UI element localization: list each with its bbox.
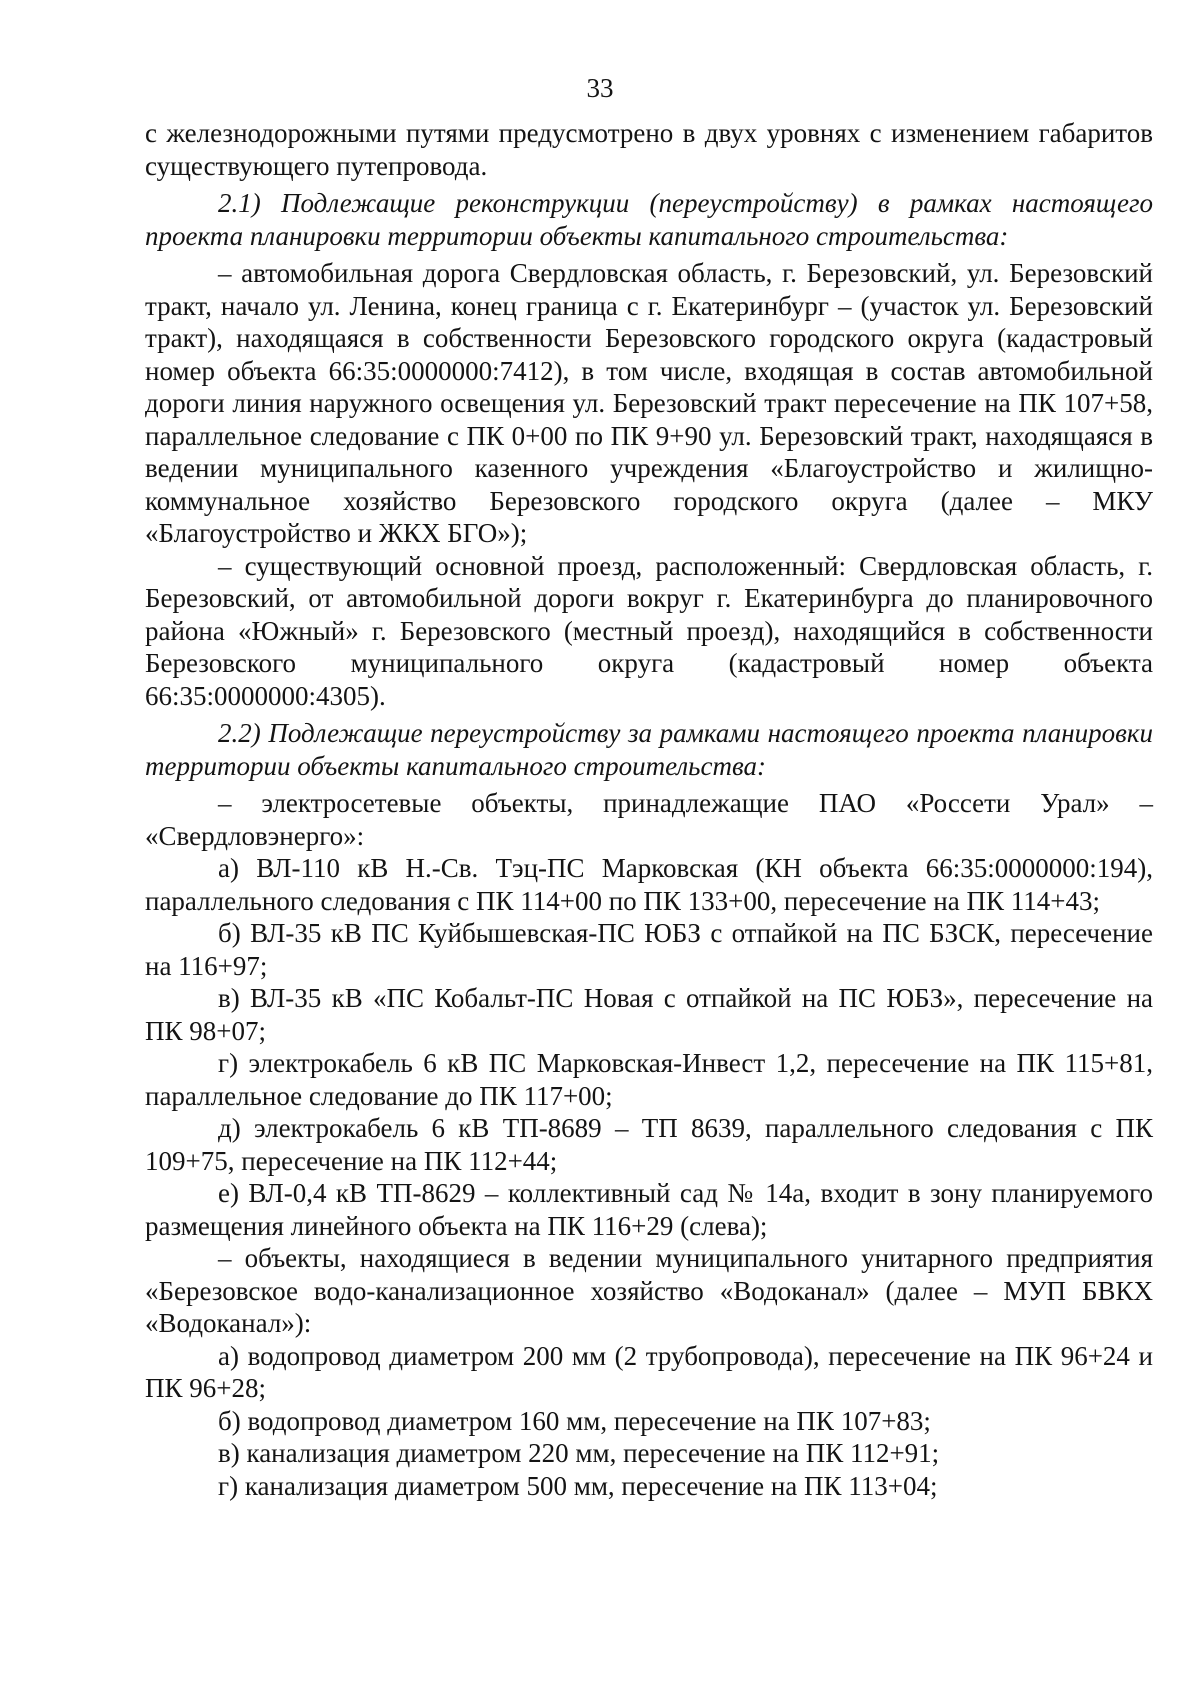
list-item-b-water: б) водопровод диаметром 160 мм, пересечение на ПК 107+83; xyxy=(218,1405,931,1436)
document-body xyxy=(145,117,1153,1502)
paragraph-water-utility-intro: – объекты, находящиеся в ведении муниципального унитарного предприятия «Березовское водо-канализационное хозяйство «Водоканал» (далее – МУП БВКХ «Водоканал»): xyxy=(145,1243,1153,1338)
list-item-a-power: а) ВЛ-110 кВ Н.-Св. Тэц-ПС Марковская (КН объекта 66:35:0000000:194), параллельного следования с ПК 114+00 по ПК 133+00, пересечение на ПК 114+43; xyxy=(145,853,1153,916)
section-heading-2-2: 2.2) Подлежащие переустройству за рамками настоящего проекта планировки территории объекты капитального строительства: xyxy=(145,718,1153,781)
list-item-e-power: е) ВЛ-0,4 кВ ТП-8629 – коллективный сад № 14а, входит в зону планируемого размещения линейного объекта на ПК 116+29 (слева); xyxy=(145,1178,1153,1241)
paragraph-main-passage: – существующий основной проезд, расположенный: Свердловская область, г. Березовский, от автомобильной дороги вокруг г. Екатеринбурга до планировочного района «Южный» г. Березовского (местный проезд), находящийся в собственности Березовского муниципального округа (кадастровый номер объекта 66:35:0000000:4305). xyxy=(145,550,1153,711)
list-item-d-power: д) электрокабель 6 кВ ТП-8689 – ТП 8639, параллельного следования с ПК 109+75, пересечение на ПК 112+44; xyxy=(145,1113,1153,1176)
paragraph-highway: – автомобильная дорога Свердловская область, г. Березовский, ул. Березовский тракт, начало ул. Ленина, конец граница с г. Екатеринбург – (участок ул. Березовский тракт), находящаяся в собственности Березовского городского округа (кадастровый номер объекта 66:35:0000000:7412), в том числе, входящая в состав автомобильной дороги линия наружного освещения ул. Березовский тракт пересечение на ПК 107+58, параллельное следование с ПК 0+00 по ПК 9+90 ул. Березовский тракт, находящаяся в ведении муниципального казенного учреждения «Благоустройство и жилищно-коммунальное хозяйство Березовского городского округа (далее – МКУ «Благоустройство и ЖКХ БГО»); xyxy=(145,258,1153,548)
list-item-b-power: б) ВЛ-35 кВ ПС Куйбышевская-ПС ЮБЗ с отпайкой на ПС БЗСК, пересечение на 116+97; xyxy=(145,918,1153,981)
list-item-g-power: г) электрокабель 6 кВ ПС Марковская-Инвест 1,2, пересечение на ПК 115+81, параллельное следование до ПК 117+00; xyxy=(145,1048,1153,1111)
paragraph-power-grid-intro: – электросетевые объекты, принадлежащие ПАО «Россети Урал» – «Свердловэнерго»: xyxy=(145,788,1153,851)
list-item-a-water: а) водопровод диаметром 200 мм (2 трубопровода), пересечение на ПК 96+24 и ПК 96+28; xyxy=(145,1340,1153,1403)
list-item-v-sewer: в) канализация диаметром 220 мм, пересечение на ПК 112+91; xyxy=(218,1438,940,1468)
list-item-g-sewer: г) канализация диаметром 500 мм, пересечение на ПК 113+04; xyxy=(218,1470,938,1501)
paragraph-intro-continuation: с железнодорожными путями предусмотрено в двух уровнях с изменением габаритов существующего путепровода. xyxy=(145,118,1153,181)
page-number: 33 xyxy=(586,73,614,103)
list-item-v-power: в) ВЛ-35 кВ «ПС Кобальт-ПС Новая с отпайкой на ПС ЮБЗ», пересечение на ПК 98+07; xyxy=(145,983,1153,1046)
section-heading-2-1: 2.1) Подлежащие реконструкции (переустройству) в рамках настоящего проекта планировки территории объекты капитального строительства: xyxy=(145,188,1153,251)
